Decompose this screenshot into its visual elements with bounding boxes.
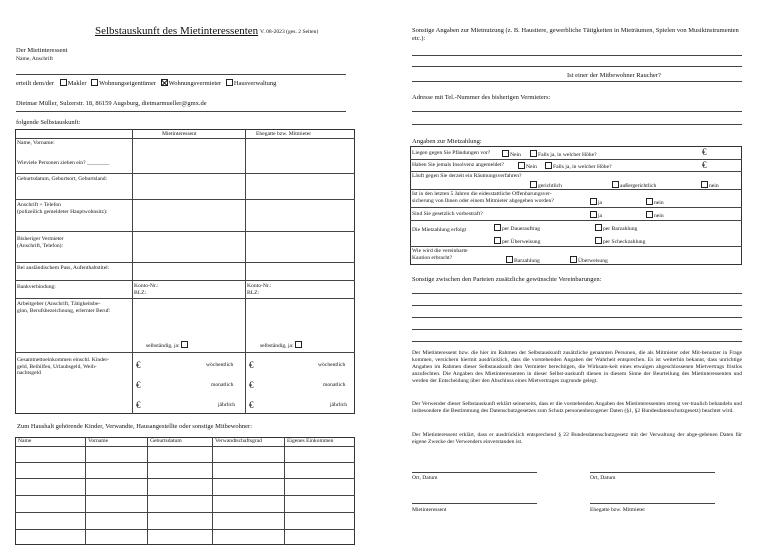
raeumung-label: Läuft gegen Sie derzeit ein Räumungsverfahren? — [412, 173, 522, 179]
folgende-label: folgende Selbstauskunft: — [16, 119, 81, 126]
signature-line[interactable] — [412, 503, 537, 504]
kaution-bar[interactable]: Barzahlung — [506, 256, 540, 265]
euro-sign: € — [136, 400, 141, 410]
row-name-label: Name, Vorname: — [17, 140, 55, 146]
name-anschrift-label: Name, Anschrift — [16, 56, 53, 62]
checkbox-kaution-bar[interactable] — [506, 256, 513, 263]
vereinbarung-line[interactable] — [412, 305, 742, 306]
hh-col-einkommen: Eigenes Einkommen — [287, 438, 334, 444]
pfaendung-falls[interactable]: Falls ja, in welcher Höhe? — [530, 150, 597, 159]
option-vermieter[interactable]: Wohnungsvermieter — [161, 80, 222, 87]
eides-ja[interactable]: ja — [590, 198, 602, 207]
option-makler[interactable]: Makler — [60, 80, 87, 87]
vorbestraft-nein[interactable]: nein — [646, 211, 664, 220]
checkbox-vorbestraft-ja[interactable] — [590, 211, 597, 218]
interessent-label: Der Mietinteressent — [16, 47, 68, 54]
kaution-label: Wie wird die vereinbarte Kaution erbracht? — [412, 248, 468, 261]
row-personen-label: Wieviele Personen ziehen ein? ________ — [17, 160, 110, 166]
declaration-paragraph-3: Der Mietinteressent erklärt, dass er ausdrücklich entsprechend § 22 Bundesdatenschutzgesetz mit der Verwaltung der abge-gebenen Daten für eigene Zwecke der Verwenders einverstanden ist. — [412, 432, 742, 445]
euro-sign: € — [249, 380, 254, 390]
form-version: V. 08-2023 (ges. 2 Seiten) — [260, 29, 319, 35]
checkbox-eides-ja[interactable] — [590, 198, 597, 205]
address-underline — [16, 111, 346, 112]
vereinbarungen-label: Sonstige zwischen den Parteien zusätzliche gewünschte Vereinbarungen: — [412, 276, 602, 283]
checkbox-ueberweisung[interactable] — [494, 237, 501, 244]
pfaendung-label: Liegen gegen Sie Pfändungen vor? — [412, 150, 491, 156]
raeumung-gerichtlich[interactable]: gerichtlich — [530, 181, 562, 190]
raeumung-nein[interactable]: nein — [701, 181, 719, 190]
selbst-2[interactable]: selbständig, ja: — [260, 341, 303, 350]
euro-sign: € — [249, 400, 254, 410]
nutzung-line[interactable] — [412, 66, 742, 67]
hh-col-geburt: Geburtsdatum — [150, 438, 182, 444]
ehegatte-signature-label: Ehegatte bzw. Mitmieter — [590, 507, 646, 513]
blz-label-2: BLZ: — [247, 290, 260, 296]
euro-sign: € — [702, 160, 707, 170]
declaration-paragraph-2: Der Verwender dieser Selbstauskunft erklärt seinerseits, dass er die vorstehenden Angaben des Mietinteressenten streng ver-traulich behandeln und insbesondere die Bestimmung des Datenschutzgesetzes zum Schutz personenbezogener Daten (§1, §2 Bundesdatenschutzgesetz) beachtet wird. — [412, 401, 742, 414]
row-bank-label: Bankverbindung: — [17, 284, 56, 290]
sonstige-nutzung-label: Sonstige Angaben zur Mietnutzung (z. B. Haustiere, gewerbliche Tätigkeiten in Mieträumen, Spielen von Musikinstrumenten etc.): — [412, 27, 739, 42]
vermieter-line[interactable] — [412, 111, 742, 112]
selbst-1[interactable]: selbständig, ja: — [146, 341, 189, 350]
col-header-ehegatte: Ehegatte bzw. Mitmieter — [256, 131, 312, 137]
erteilt-row — [16, 79, 276, 88]
checkbox-dauerauftrag[interactable] — [494, 224, 501, 231]
eides-label: Ist in den letzten 5 Jahren die eidesstattliche Offenbarungsver- sicherung von Ihnen oder einem Mitmieter abgegeben worden? — [412, 191, 554, 204]
konto-label-1: Konto-Nr.: — [134, 283, 159, 289]
checkbox-raeumung-nein[interactable] — [701, 181, 708, 188]
checkbox-makler[interactable] — [60, 79, 67, 86]
checkbox-pfaendung-ja[interactable] — [530, 150, 537, 157]
address-line-text: Dietmar Müller, Sulzerstr. 18, 86159 Augsburg, dietmarmueller@gmx.de — [16, 100, 207, 107]
mietinteressent-signature-label: Mietinteressent — [412, 507, 447, 513]
haushalt-title: Zum Haushalt gehörende Kinder, Verwandte, Hausangestellte oder sonstige Mitbewohner: — [17, 423, 252, 430]
ort-datum-label-2: Ort, Datum — [590, 475, 616, 481]
row-arbeit-label: Arbeitgeber (Anschrift, Tätigkeitsbe- ginn, Berufsbezeichnung, erlernter Beruf: — [17, 301, 111, 314]
pay-scheckzahlung[interactable]: per Scheckzahlung — [595, 237, 645, 246]
vereinbarung-line[interactable] — [412, 329, 742, 330]
pay-barzahlung[interactable]: per Barzahlung — [595, 224, 637, 233]
checkbox-vermieter[interactable] — [161, 79, 168, 86]
checkbox-kaution-ueberweisung[interactable] — [570, 256, 577, 263]
hh-col-verwandt: Verwandtschaftsgrad — [215, 438, 262, 444]
vereinbarung-line[interactable] — [412, 341, 742, 342]
vorbestraft-ja[interactable]: ja — [590, 211, 602, 220]
zahlung-erfolgt-label: Die Mietzahlung erfolgt — [412, 227, 467, 233]
mietzahlung-title: Angaben zur Mietzahlung: — [412, 138, 482, 145]
checkbox-selbst-1[interactable] — [181, 341, 188, 348]
col-header-mietinteressent: Mietinteressent — [162, 131, 197, 137]
checkbox-gerichtlich[interactable] — [530, 181, 537, 188]
insolvenz-nein[interactable]: Nein — [518, 162, 537, 171]
insolvenz-label: Haben Sie jemals Insolvenz angemeldet? — [412, 162, 504, 168]
page-left: Selbstauskunft des Mietinteressenten V. 08-2023 (ges. 2 Seiten) Der Mietinteressent Name, Anschrift erteilt dem/der Makler Wohnungseigentümer Wohnungsvermieter Hausverwaltung Dietmar Müller, Sulzerstr. 18, 86159 Augsburg, dietmarmueller@gmx.de folgende Selbstauskunft: Mietinteressent Ehegatte bzw. Mitmieter Name, Vorname: Wieviele Personen ziehen ein? ________ Geburtsdatum, Geburtsort, Geburtsland: Anschrift + Telefon (polizeilich gemeldeter Hauptwohnsitz): Bisheriger Vermieter (Anschrift, Telefon): Bei ausländischem Pass, Aufenthaltstitel: Bankverbindung: Konto-Nr.: BLZ: Konto-Nr.: BLZ: Arbeitgeber (Anschrift, Tätigkeitsbe- ginn, Berufsbezeichnung, erlernter Beruf: selbständig, ja: selbständig, ja: Gesamtnettoeinkommen einschl. Kinder- geld, Beihilfen, Urlaubsgeld, Weih- nachtsgeld € wöchentlich € monatlich € jährlich € wöchentlich € monatlich € jährlich Zum Haushalt gehörende Kinder, Verwandte, Hausangestellte oder sonstige Mitbewohner: Name Vorname Geburtsdatum Verwandtschaftsgrad Eigenes Einkommen — [0, 0, 384, 560]
hh-col-name: Name — [18, 438, 32, 444]
row-einkommen-label: Gesamtnettoeinkommen einschl. Kinder- geld, Beihilfen, Urlaubsgeld, Weih- nachtsgeld — [17, 357, 110, 377]
signature-line[interactable] — [412, 472, 537, 473]
checkbox-selbst-2[interactable] — [295, 341, 302, 348]
option-eigentuemer[interactable]: Wohnungseigentümer — [91, 80, 156, 87]
checkbox-insolvenz-ja[interactable] — [545, 162, 552, 169]
vorbestraft-label: Sind Sie gesetzlich vorbestraft? — [412, 211, 483, 217]
nutzung-line[interactable] — [412, 55, 742, 56]
euro-sign: € — [702, 147, 707, 157]
checkbox-vorbestraft-nein[interactable] — [646, 211, 653, 218]
row-geburt-label: Geburtsdatum, Geburtsort, Geburtsland: — [17, 176, 108, 182]
pay-ueberweisung[interactable]: per Überweisung — [494, 237, 540, 246]
vereinbarung-line[interactable] — [412, 317, 742, 318]
raeumung-aussergerichtlich[interactable]: außergerichtlich — [612, 181, 656, 190]
euro-sign: € — [136, 380, 141, 390]
checkbox-hausverwaltung[interactable] — [226, 79, 233, 86]
eides-nein[interactable]: nein — [646, 198, 664, 207]
ort-datum-label-1: Ort, Datum — [412, 475, 438, 481]
checkbox-eigentuemer[interactable] — [91, 79, 98, 86]
signature-line[interactable] — [590, 503, 715, 504]
hh-col-vorname: Vorname — [88, 438, 109, 444]
blz-label-1: BLZ: — [134, 290, 147, 296]
row-vermieter-label: Bisheriger Vermieter (Anschrift, Telefon): — [17, 236, 64, 249]
option-hausverwaltung[interactable]: Hausverwaltung — [226, 80, 277, 87]
erteilt-label: erteilt dem/der — [16, 80, 55, 87]
page-right — [390, 0, 768, 560]
checkbox-insolvenz-nein[interactable] — [518, 162, 525, 169]
signature-line[interactable] — [590, 472, 715, 473]
checkbox-aussergerichtlich[interactable] — [612, 181, 619, 188]
vereinbarung-line[interactable] — [412, 293, 742, 294]
raucher-label: Ist einer der Mitbewohner Raucher? — [567, 72, 661, 79]
col-divider-1 — [132, 129, 133, 414]
declaration-paragraph-1: Der Mietinteressent bzw. die hier im Rahmen der Selbstauskunft zusätzliche genannten Personen, die als Mitmieter oder Mit-benutzer in Frage kommen, versichern hiermit ausdrücklich, dass die vorstehenden Angaben der Wahrheit entsprechen. Es ist weiterhin bekannt, dass unrichtige Angaben im Rahmen dieser Selbstauskunft den Vermieter berechtigen, die Wirksam-keit eines etwaigen abgeschlossenen Mietvertrags fristlos anzufechten. Die Angaben des Mietinteressenten in dieser Selbst-auskunft dienen in diesem Sinne der Beurteilung des Mietinteressenten und werden der Entscheidung über den Abschluss eines Mietvertrages zugrunde gelegt. — [412, 350, 742, 384]
col-divider-2 — [245, 129, 246, 414]
name-address-line[interactable] — [16, 74, 346, 75]
checkbox-eides-nein[interactable] — [646, 198, 653, 205]
pfaendung-nein[interactable]: Nein — [502, 150, 521, 159]
row-pass-label: Bei ausländischem Pass, Aufenthaltstitel: — [17, 265, 110, 271]
adresse-vermieter-label: Adresse mit Tel.-Nummer des bisherigen Vermieters: — [412, 94, 551, 101]
checkbox-barzahlung[interactable] — [595, 224, 602, 231]
row-anschrift-label: Anschrift + Telefon (polizeilich gemeldeter Hauptwohnsitz): — [17, 202, 108, 215]
konto-label-2: Konto-Nr.: — [247, 283, 272, 289]
checkbox-pfaendung-nein[interactable] — [502, 150, 509, 157]
form-title: Selbstauskunft des Mietinteressenten — [95, 25, 259, 37]
insolvenz-falls[interactable]: Falls ja, in welcher Höhe? — [545, 162, 612, 171]
checkbox-scheckzahlung[interactable] — [595, 237, 602, 244]
pay-dauerauftrag[interactable]: per Dauerauftrag — [494, 224, 540, 233]
vermieter-line[interactable] — [412, 124, 742, 125]
euro-sign: € — [136, 360, 141, 370]
euro-sign: € — [249, 360, 254, 370]
kaution-ueberweisung[interactable]: Überweisung — [570, 256, 608, 265]
